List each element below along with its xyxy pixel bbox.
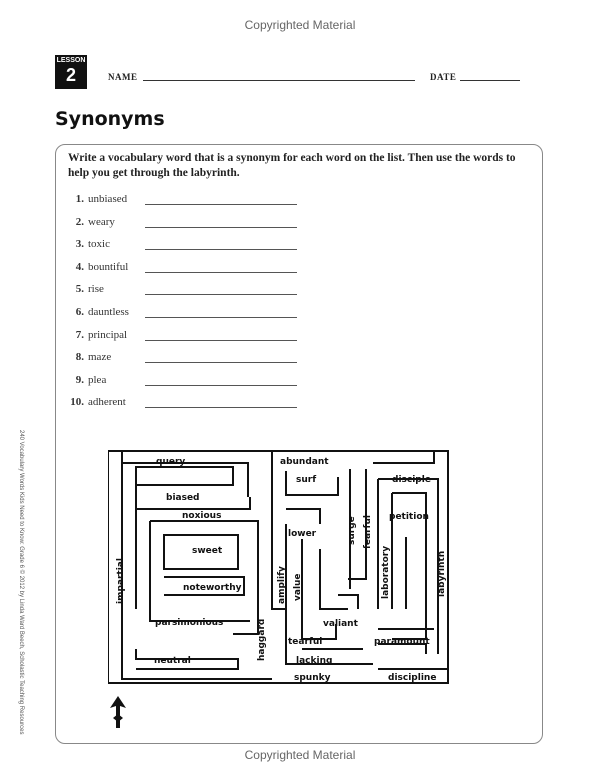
start-arrow-icon <box>108 694 128 730</box>
date-line[interactable] <box>460 80 520 81</box>
item-word: unbiased <box>88 193 128 205</box>
maze-word-noxious: noxious <box>182 511 222 521</box>
maze-word-query: query <box>156 457 186 467</box>
answer-line[interactable] <box>145 227 297 228</box>
maze-word-impartial: impartial <box>116 558 126 604</box>
item-word: rise <box>88 283 104 296</box>
maze-word-petition: petition <box>389 512 429 522</box>
item-word: adherent <box>88 396 126 409</box>
list-item <box>70 193 127 207</box>
item-number: 3. <box>75 238 84 251</box>
item-word: bountiful <box>88 260 129 273</box>
item-number: 2. <box>75 215 84 228</box>
labyrinth-maze <box>108 449 450 685</box>
lesson-label: LESSON <box>56 57 86 64</box>
maze-word-noteworthy: noteworthy <box>183 583 242 593</box>
name-line[interactable] <box>143 80 415 81</box>
item-number: 4. <box>75 260 84 273</box>
name-label: NAME <box>108 72 138 82</box>
maze-word-neutral: neutral <box>154 656 191 666</box>
maze-word-labyrinth: labyrinth <box>437 550 447 597</box>
maze-word-valiant: valiant <box>323 619 358 629</box>
answer-line[interactable] <box>145 294 297 295</box>
item-word: dauntless <box>88 306 129 318</box>
lesson-badge <box>55 55 87 89</box>
list-item <box>70 238 110 252</box>
item-number: 5. <box>75 283 84 296</box>
maze-word-disciple: disciple <box>392 475 431 485</box>
item-word: toxic <box>88 238 110 251</box>
maze-word-amplify: amplify <box>277 566 287 604</box>
maze-word-parsimonious: parsimonious <box>155 618 224 628</box>
maze-word-haggard: haggard <box>257 618 267 661</box>
side-credit-text: 240 Vocabulary Words Kids Need to Know: Grade 6 © 2012 by Linda Ward Beech, Scholastic Teaching Resources <box>18 430 24 735</box>
maze-word-discipline: discipline <box>388 673 437 683</box>
item-number: 9. <box>75 373 84 386</box>
maze-word-fearful: fearful <box>363 515 373 549</box>
page-title: Synonyms <box>55 108 165 130</box>
maze-word-spunky: spunky <box>294 673 331 683</box>
answer-line[interactable] <box>145 385 297 386</box>
answer-line[interactable] <box>145 249 297 250</box>
item-number: 6. <box>75 306 84 318</box>
answer-line[interactable] <box>145 272 297 273</box>
maze-word-surge: surge <box>347 516 357 545</box>
list-item <box>70 216 115 230</box>
list-item <box>70 261 128 275</box>
answer-line[interactable] <box>145 407 297 408</box>
list-item <box>70 374 106 388</box>
maze-word-lacking: lacking <box>296 656 333 666</box>
item-number: 7. <box>75 328 84 341</box>
copyright-top: Copyrighted Material <box>244 18 356 32</box>
copyright-bottom: Copyrighted Material <box>244 748 356 762</box>
date-label: DATE <box>430 72 457 82</box>
item-number: 10. <box>70 396 84 409</box>
list-item <box>70 329 127 343</box>
answer-line[interactable] <box>145 317 297 318</box>
item-number: 1. <box>75 193 84 205</box>
item-number: 8. <box>75 351 84 364</box>
item-word: principal <box>88 328 128 341</box>
maze-word-biased: biased <box>166 493 200 503</box>
maze-word-paramount: paramount <box>374 637 430 647</box>
maze-word-tearful: tearful <box>288 637 323 647</box>
answer-line[interactable] <box>145 340 297 341</box>
list-item <box>70 283 104 297</box>
maze-word-value: value <box>293 573 303 601</box>
maze-word-surf: surf <box>296 475 317 485</box>
maze-word-abundant: abundant <box>280 457 329 467</box>
list-item <box>70 396 126 410</box>
maze-word-laboratory: laboratory <box>381 545 391 599</box>
instructions: Write a vocabulary word that is a synonym for each word on the list. Then use the words to help you get through the labyrinth. <box>68 152 516 179</box>
answer-line[interactable] <box>145 362 297 363</box>
item-word: weary <box>88 215 115 228</box>
answer-line[interactable] <box>145 204 297 205</box>
side-credit <box>14 430 26 735</box>
item-word: maze <box>88 351 112 364</box>
list-item <box>70 306 129 320</box>
maze-word-lower: lower <box>288 529 317 539</box>
list-item <box>70 351 111 365</box>
lesson-number: 2 <box>65 65 76 85</box>
maze-word-sweet: sweet <box>192 546 223 556</box>
item-word: plea <box>88 373 107 386</box>
